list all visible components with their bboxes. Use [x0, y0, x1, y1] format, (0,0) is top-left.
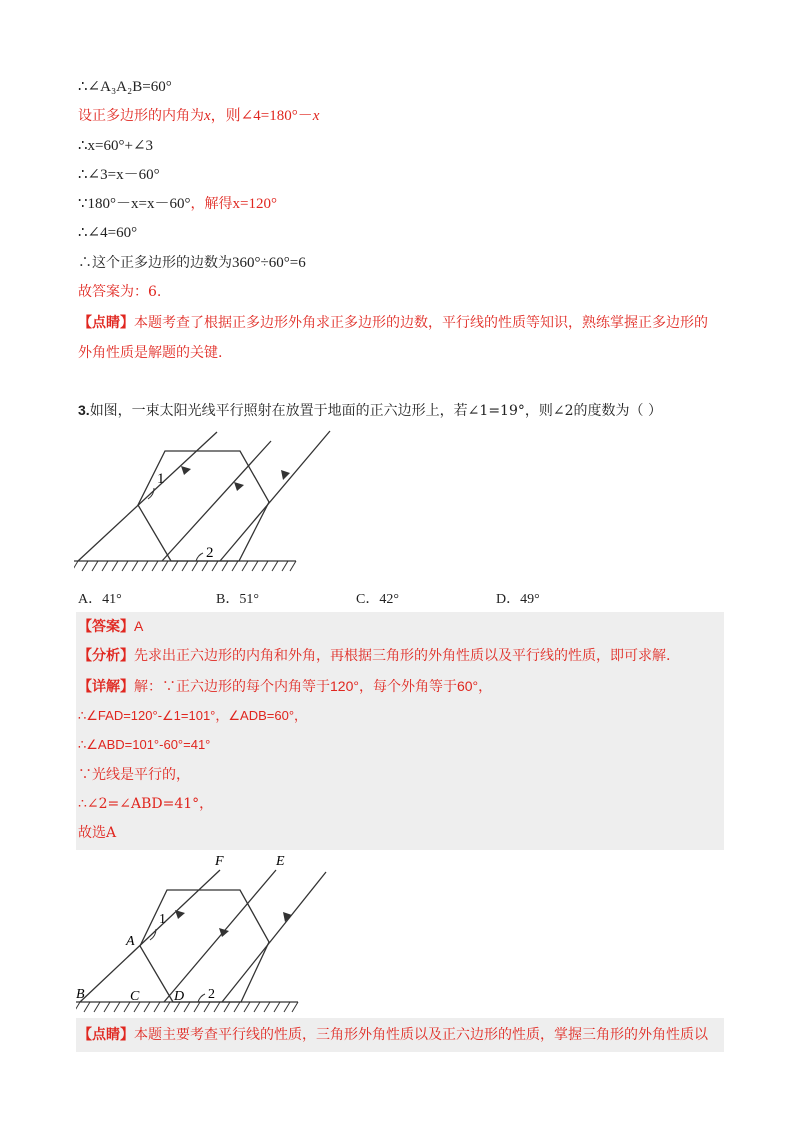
- comment-line-2: 外角性质是解题的关键.: [78, 345, 223, 361]
- fig2-label-C: C: [130, 989, 140, 1004]
- solution-line-6: ∴∠4=60°: [78, 225, 138, 241]
- fig2-label-1: 1: [159, 912, 166, 927]
- angle-2-label: 2: [206, 545, 214, 561]
- solution-line-2-var: x: [204, 108, 211, 124]
- solution-line-1: ∴∠A₃A₂B=60°: [78, 79, 172, 95]
- detail-text-1a: 解：∵正六边形的每个内角等于: [134, 679, 330, 695]
- analysis-text: 先求出正六边形的内角和外角，再根据三角形的外角性质以及平行线的性质，即可求解.: [134, 648, 671, 664]
- question-number: 3.: [78, 402, 90, 418]
- answer-figure: [76, 850, 328, 1018]
- arrowhead-2: [234, 482, 244, 491]
- solution-line-5-solve: ，解得: [190, 196, 233, 212]
- question-stem-text: 如图，一束太阳光线平行照射在放置于地面的正六边形上，若∠1=19°，则∠2的度数为（ ）: [89, 403, 662, 419]
- fig2-label-D: D: [174, 989, 185, 1004]
- choice-c: [356, 588, 399, 608]
- hexagon: [138, 451, 269, 561]
- choice-c-value: 42°: [379, 592, 399, 607]
- question-3-stem: [78, 400, 662, 421]
- solution-line-5-eq: ∵180°－x=x－60°: [78, 196, 191, 212]
- angle-1-label: 1: [157, 471, 165, 487]
- final-comment-line: [78, 1025, 708, 1045]
- choice-b-value: 51°: [239, 592, 259, 607]
- choice-c-letter: C．: [356, 592, 380, 607]
- fig2-label-2: 2: [208, 987, 215, 1002]
- arrowhead-3: [281, 470, 290, 480]
- choice-a: [78, 588, 122, 608]
- comment-tag: 【点睛】: [78, 315, 134, 331]
- detail-text-1b: 120°: [330, 678, 359, 694]
- fig2-label-E: E: [276, 854, 285, 869]
- arrowhead-1: [181, 466, 191, 475]
- solution-line-2: [78, 106, 319, 126]
- ground-hatching: [74, 561, 296, 571]
- choice-a-letter: A．: [78, 592, 103, 607]
- detail-line-3: ∴∠ABD=101°-60°=41°: [78, 737, 211, 752]
- fig2-label-F: F: [215, 854, 224, 869]
- comment-text-1: 本题考查了根据正多边形外角求正多边形的边数，平行线的性质等知识，熟练掌握正多边形的: [134, 315, 708, 331]
- solution-line-7-text: ∴这个正多边形的边数为: [78, 255, 232, 271]
- detail-line-6: 故选A: [78, 825, 117, 841]
- choice-d: [496, 588, 540, 608]
- detail-text-1c: ，每个外角等于: [358, 679, 457, 695]
- final-comment-tag: 【点睛】: [78, 1027, 134, 1043]
- question-figure: [74, 425, 334, 580]
- solution-line-2-var2: x: [312, 108, 320, 124]
- light-ray-1: [78, 432, 217, 561]
- answer-tag: 【答案】: [78, 619, 134, 635]
- choice-a-value: 41°: [102, 592, 122, 607]
- solution-line-7-calc: 360°÷60°=6: [232, 255, 306, 271]
- light-ray-2: [162, 441, 271, 561]
- final-comment-text: 本题主要考查平行线的性质，三角形外角性质以及正六边形的性质，掌握三角形的外角性质以: [134, 1027, 708, 1043]
- detail-line-2: ∴∠FAD=120°-∠1=101°，∠ADB=60°，: [78, 708, 308, 723]
- answer-line: [78, 616, 143, 637]
- choice-d-letter: D．: [496, 592, 521, 607]
- solution-line-3: ∴x=60°+∠3: [78, 138, 154, 154]
- detail-line-5: ∴∠2=∠ABD=41°，: [78, 796, 214, 812]
- fig2-label-B: B: [76, 987, 85, 1002]
- comment-line-1: [78, 313, 708, 333]
- detail-line-4: ∵光线是平行的，: [78, 767, 190, 783]
- detail-tag: 【详解】: [78, 679, 134, 695]
- detail-text-1d: 60°: [456, 678, 479, 694]
- solution-answer: 故答案为：6.: [78, 284, 162, 300]
- analysis-line: [78, 646, 670, 666]
- analysis-tag: 【分析】: [78, 648, 134, 664]
- detail-line-1: [78, 676, 492, 697]
- solution-line-7: [78, 253, 306, 273]
- solution-line-5-result: x=120°: [232, 196, 277, 212]
- answer-value: A: [134, 618, 144, 634]
- solution-line-2-text: 设正多边形的内角为: [78, 108, 204, 124]
- choice-b: [216, 588, 259, 608]
- solution-line-4: ∴∠3=x－60°: [78, 167, 160, 183]
- detail-text-1e: ，: [478, 679, 493, 695]
- angle-2-arc: [196, 553, 203, 561]
- choice-b-letter: B．: [216, 592, 240, 607]
- fig2-label-A: A: [126, 934, 135, 949]
- choice-d-value: 49°: [520, 592, 540, 607]
- solution-line-2-rest: ，则∠4=180°－: [210, 108, 313, 124]
- solution-line-5: [78, 194, 277, 214]
